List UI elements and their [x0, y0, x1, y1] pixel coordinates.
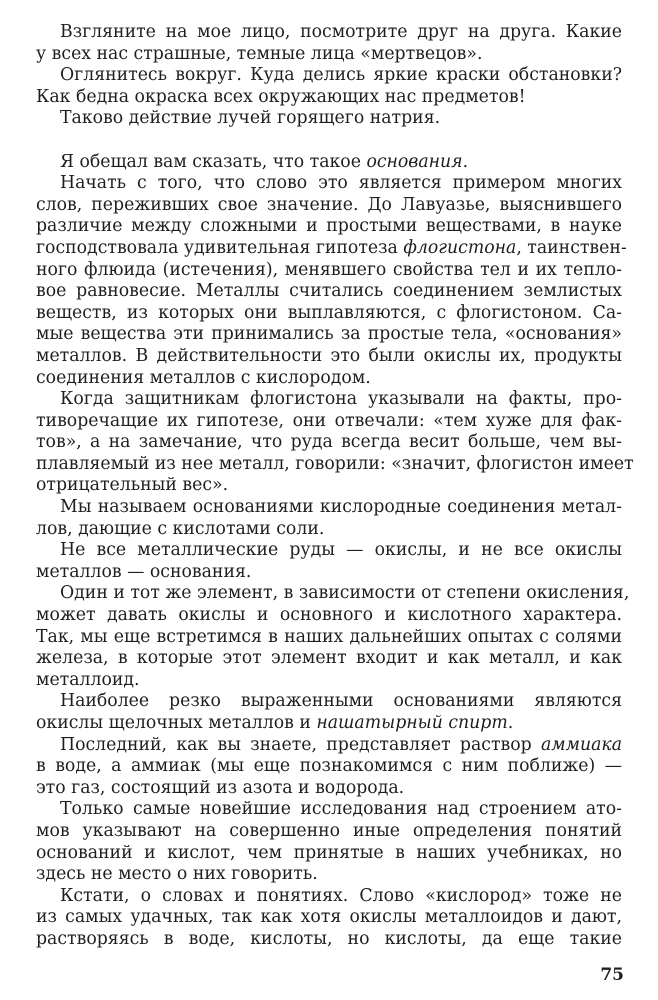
section-break: [36, 130, 622, 152]
emphasis: основания: [366, 151, 463, 172]
text-line: Так, мы еще встретимся в наших дальнейших опытах с солями: [36, 626, 622, 647]
text-line: железа, в которые этот элемент входит и как металл, и как: [36, 648, 622, 669]
page-number: 75: [600, 965, 624, 985]
emphasis: флогистона: [403, 237, 517, 258]
paragraph: [36, 497, 622, 540]
text-line: мые вещества эти принимались за простые тела, «основания»: [36, 324, 622, 345]
paragraph: [36, 152, 622, 174]
page-body: [36, 22, 634, 951]
text-line: мов указывают на совершенно иные определения понятий: [36, 820, 622, 841]
text-line: Начать с того, что слово это является примером многих: [60, 173, 622, 194]
text-line: Я обещал вам сказать, что такое основания.: [60, 151, 469, 172]
text-line: в воде, а аммиак (мы еще познакомимся с ним поближе) —: [36, 756, 622, 777]
paragraph: [36, 173, 627, 389]
text-line: из самых удачных, так как хотя окислы металлоидов и дают,: [36, 907, 622, 928]
text-line: Последний, как вы знаете, представляет раствор аммиака: [60, 734, 622, 755]
text-line: Один и тот же элемент, в зависимости от степени окисления,: [60, 583, 630, 604]
emphasis: аммиака: [540, 734, 622, 755]
text-line: Оглянитесь вокруг. Куда делись яркие краски обстановки?: [60, 65, 622, 86]
text-line: металлов. В действительности это были окислы их, продукты: [36, 345, 622, 366]
text-line: тов», а на замечание, что руда всегда весит больше, чем вы-: [36, 432, 622, 453]
text-line: соединения металлов с кислородом.: [36, 367, 371, 388]
paragraph: [36, 886, 622, 951]
text-line: металлоид.: [36, 669, 140, 690]
text-line: отрицательный вес».: [36, 475, 229, 496]
paragraph: [36, 735, 622, 800]
text-line: Только самые новейшие исследования над строением ато-: [60, 799, 622, 820]
text-line: Наиболее резко выраженными основаниями являются: [60, 691, 622, 712]
text-line: господствовала удивительная гипотеза флогистона, таинствен-: [36, 237, 627, 258]
text-line: Кстати, о словах и понятиях. Слово «кислород» тоже не: [60, 885, 622, 906]
text-line: веществ, из которых они выплавляются, с флогистоном. Са-: [36, 302, 622, 323]
paragraph: [36, 389, 634, 497]
text-line: Мы называем основаниями кислородные соединения метал-: [60, 497, 622, 518]
text-line: оснований и кислот, чем принятые в наших учебниках, но: [36, 842, 622, 863]
text-line: плавляемый из нее металл, говорили: «значит, флогистон имеет: [36, 453, 634, 474]
text-line: различие между сложными и простыми веществами, в науке: [36, 216, 622, 237]
text-line: металлов — основания.: [36, 561, 252, 582]
paragraph: [36, 691, 622, 734]
text-line: ного флюида (истечения), менявшего свойства тел и их тепло-: [36, 259, 622, 280]
emphasis: нашатырный спирт: [316, 713, 508, 733]
paragraph: [36, 22, 622, 65]
text-line: Таково действие лучей горящего натрия.: [60, 108, 441, 129]
text-line: лов, дающие с кислотами соли.: [36, 518, 325, 539]
paragraph: [36, 65, 622, 108]
text-line: Как бедна окраска всех окружающих нас предметов!: [36, 86, 526, 107]
paragraph: [36, 583, 630, 691]
text-line: окислы щелочных металлов и нашатырный спирт.: [36, 713, 514, 733]
text-line: Взгляните на мое лицо, посмотрите друг на друга. Какие: [60, 22, 622, 42]
text-line: слов, переживших свое значение. До Лавуазье, выяснившего: [36, 194, 622, 215]
text-line: здесь не место о них говорить.: [36, 864, 318, 885]
text-line: это газ, состоящий из азота и водорода.: [36, 777, 405, 798]
paragraph: [36, 799, 622, 885]
text-line: Когда защитникам флогистона указывали на факты, про-: [60, 389, 622, 410]
text-line: Не все металлические руды — окислы, и не все окислы: [60, 540, 622, 561]
text-line: тиворечащие их гипотезе, они отвечали: «тем хуже для фак-: [36, 410, 622, 431]
text-line: может давать окислы и основного и кислотного характера.: [36, 605, 622, 626]
text-line: вое равновесие. Металлы считались соединением землистых: [36, 281, 622, 302]
paragraph: [36, 540, 622, 583]
paragraph: [36, 108, 622, 130]
text-line: у всех нас страшные, темные лица «мертвецов».: [36, 43, 483, 64]
text-line: растворяясь в воде, кислоты, но кислоты, да еще такие: [36, 928, 622, 949]
